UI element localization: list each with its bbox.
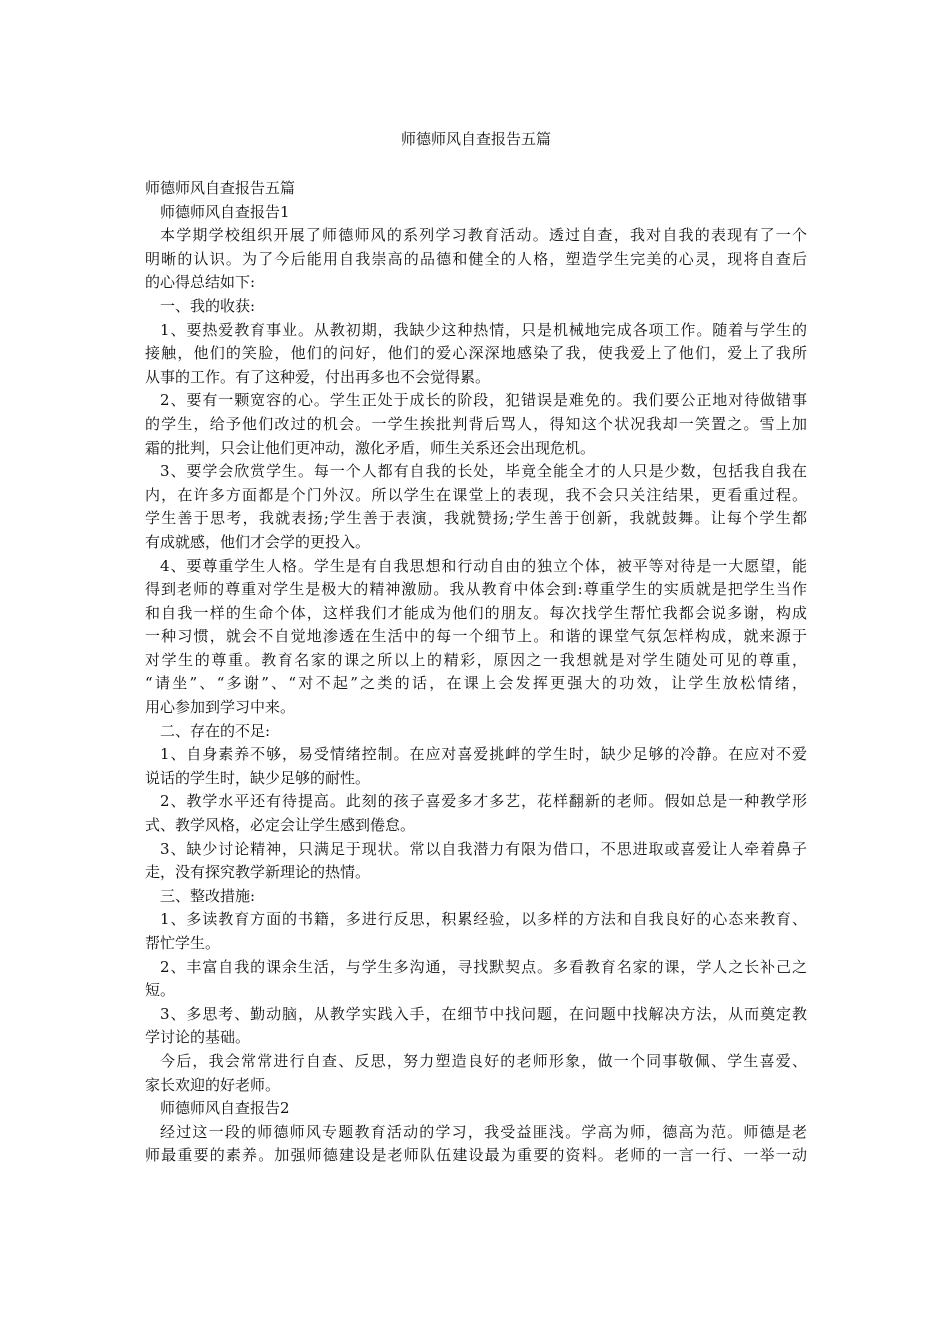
text-line: 今后，我会常常进行自查、反思，努力塑造良好的老师形象，做一个同事敬佩、学生喜爱、 [160, 1051, 807, 1070]
text-line: 一、我的收获: [160, 296, 256, 315]
text-line: 师德师风自查报告1 [160, 202, 290, 221]
text-line: 内，在许多方面都是个门外汉。所以学生在课堂上的表现，我不会只关注结果，更看重过程。 [145, 485, 807, 504]
text-line: 说话的学生时，缺少足够的耐性。 [145, 768, 371, 787]
text-line: 接触，他们的笑脸，他们的问好，他们的爱心深深地感染了我，使我爱上了他们，爱上了我所 [145, 344, 807, 363]
text-line: 3、多思考、勤动脑，从教学实践入手，在细节中找问题，在问题中找解决方法，从而奠定教 [160, 1004, 807, 1023]
text-line: 对学生的尊重。教育名家的课之所以上的精彩，原因之一我想就是对学生随处可见的尊重， [145, 650, 807, 669]
text-line: 1、要热爱教育事业。从教初期，我缺少这种热情，只是机械地完成各项工作。随着与学生的 [160, 320, 807, 339]
text-line: 家长欢迎的好老师。 [145, 1075, 281, 1094]
text-line: 霜的批判，只会让他们更冲动，激化矛盾，师生关系还会出现危机。 [145, 438, 596, 457]
text-line: 2、教学水平还有待提高。此刻的孩子喜爱多才多艺，花样翻新的老师。假如总是一种教学形 [160, 792, 807, 811]
text-line: 师德师风自查报告2 [160, 1099, 290, 1118]
text-line: 2、要有一颗宽容的心。学生正处于成长的阶段，犯错误是难免的。我们要公正地对待做错事 [160, 391, 807, 410]
text-line: 用心参加到学习中来。 [145, 698, 296, 717]
text-line: 1、多读教育方面的书籍，多进行反思，积累经验，以多样的方法和自我良好的心态来教育、 [160, 910, 807, 929]
text-line: 有成就感，他们才会学的更投入。 [145, 532, 371, 551]
text-line: 从事的工作。有了这种爱，付出再多也不会觉得累。 [145, 367, 491, 386]
text-line: 师最重要的素养。加强师德建设是老师队伍建设最为重要的资料。老师的一言一行、一举一动 [145, 1146, 807, 1165]
text-line: 本学期学校组织开展了师德师风的系列学习教育活动。透过自查，我对自我的表现有了一个 [160, 226, 807, 245]
text-line: 1、自身素养不够，易受情绪控制。在应对喜爱挑衅的学生时，缺少足够的冷静。在应对不爱 [160, 745, 807, 764]
text-line: 的心得总结如下: [145, 273, 256, 292]
text-line: “请坐”、“多谢”、“对不起”之类的话，在课上会发挥更强大的功效，让学生放松情绪， [145, 674, 807, 693]
text-line: 式、教学风格，必定会让学生感到倦怠。 [145, 816, 416, 835]
text-line: 学生善于思考，我就表扬;学生善于表演，我就赞扬;学生善于创新，我就鼓舞。让每个学生都 [145, 509, 807, 528]
text-line: 的学生，给予他们改过的机会。一学生挨批判背后骂人，得知这个状况我却一笑置之。雪上加 [145, 414, 807, 433]
text-line: 走，没有探究教学新理论的热情。 [145, 863, 371, 882]
text-line: 4、要尊重学生人格。学生是有自我思想和行动自由的独立个体，被平等对待是一大愿望，能 [160, 556, 807, 575]
text-line: 和自我一样的生命个体，这样我们才能成为他们的朋友。每次找学生帮忙我都会说多谢，构成 [145, 603, 807, 622]
document-title: 师德师风自查报告五篇 [400, 130, 551, 148]
document-body [145, 177, 807, 1168]
text-line: 短。 [145, 981, 176, 1000]
text-line: 帮忙学生。 [145, 934, 221, 952]
text-line: 一种习惯，就会不自觉地渗透在生活中的每一个细节上。和谐的课堂气氛怎样构成，就来源于 [145, 627, 807, 646]
text-line: 3、要学会欣赏学生。每一个人都有自我的长处，毕竟全能全才的人只是少数，包括我自我在 [160, 462, 807, 481]
text-line: 得到老师的尊重对学生是极大的精神激励。我从教育中体会到:尊重学生的实质就是把学生当作 [145, 580, 807, 599]
text-line: 学讨论的基础。 [145, 1028, 251, 1047]
text-line: 经过这一段的师德师风专题教育活动的学习，我受益匪浅。学高为师，德高为范。师德是老 [160, 1122, 807, 1141]
text-line: 三、整改措施: [160, 886, 256, 905]
text-line: 明晰的认识。为了今后能用自我崇高的品德和健全的人格，塑造学生完美的心灵，现将自查后 [145, 249, 807, 268]
text-line: 3、缺少讨论精神，只满足于现状。常以自我潜力有限为借口，不思进取或喜爱让人牵着鼻子 [160, 839, 807, 858]
text-line: 2、丰富自我的课余生活，与学生多沟通，寻找默契点。多看教育名家的课，学人之长补己之 [160, 957, 807, 976]
text-line: 二、存在的不足: [160, 721, 271, 740]
text-line: 师德师风自查报告五篇 [145, 179, 296, 197]
